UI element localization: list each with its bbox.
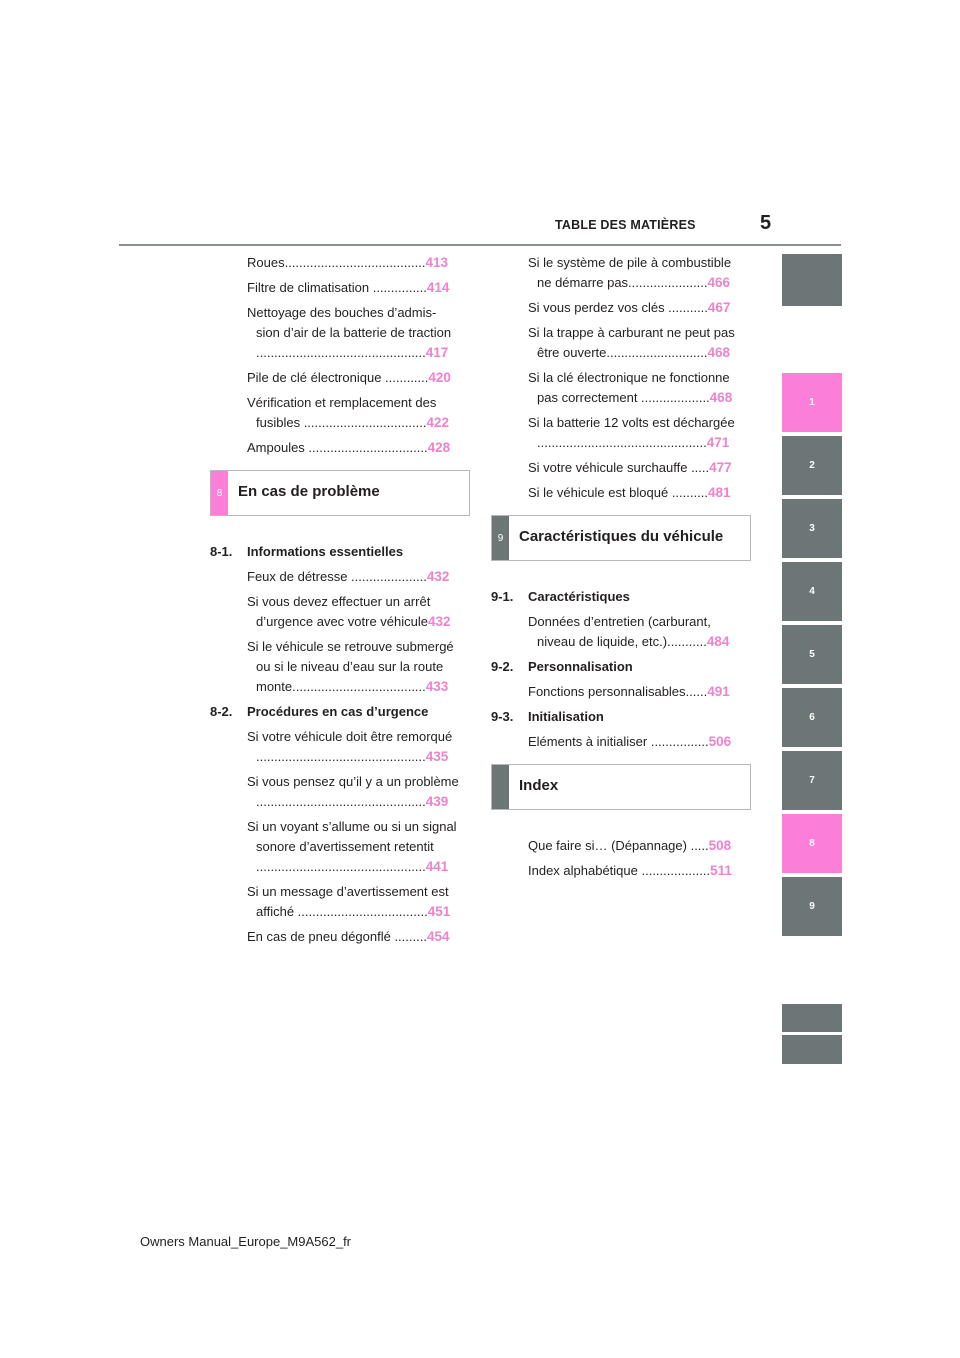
toc-entry[interactable] [210,882,470,922]
toc-entry-text: Nettoyage des bouches d’admis- [247,305,437,320]
toc-entry[interactable] [210,817,470,877]
toc-entry[interactable] [491,458,751,478]
header-title: TABLE DES MATIÈRES [555,218,696,232]
toc-entry-text: Eléments à initialiser ................506 [528,734,732,749]
toc-entry-text: sion d’air de la batterie de traction [256,325,452,340]
toc-entry-text: Si la batterie 12 volts est déchargée [528,415,735,430]
toc-page-number[interactable]: 506 [708,734,732,749]
toc-entry[interactable] [491,368,751,408]
side-tab-1[interactable]: 1 [782,373,842,432]
toc-entry-text: Roues.......................................413 [247,255,448,270]
chapter-title: Caractéristiques du véhicule [519,528,724,545]
toc-entry[interactable] [210,303,470,363]
section-heading[interactable] [210,542,470,562]
header-divider [119,244,841,246]
toc-entry-text: Filtre de climatisation ...............414 [247,280,450,295]
toc-entry-text: Ampoules .................................428 [247,440,451,455]
toc-entry[interactable] [210,927,470,947]
toc-page-number[interactable]: 467 [707,300,731,315]
toc-page-number[interactable]: 511 [710,863,732,878]
toc-entry-text: Si vous perdez vos clés ...........467 [528,300,731,315]
toc-entry-text: ne démarre pas......................466 [537,275,731,290]
toc-page-number[interactable]: 414 [426,280,450,295]
toc-entry-text: niveau de liquide, etc.)...........484 [537,634,730,649]
toc-entry[interactable] [491,612,751,652]
toc-entry[interactable] [210,727,470,767]
left-column [210,253,470,952]
toc-page-number[interactable]: 481 [707,485,731,500]
toc-page-number[interactable]: 432 [426,569,450,584]
toc-page-number[interactable]: 428 [427,440,451,455]
section-number: 9-1. [491,589,514,604]
toc-entry-text: Si la clé électronique ne fonctionne [528,370,730,385]
section-title: Informations essentielles [247,544,404,559]
side-tab-blank[interactable] [782,1035,842,1064]
toc-entry-text: Si le véhicule se retrouve submergé [247,639,454,654]
toc-entry-text: monte.....................................433 [256,679,449,694]
toc-entry-text: Que faire si… (Dépannage) .....508 [528,838,732,853]
section-number: 8-1. [210,544,233,559]
toc-page-number[interactable]: 484 [706,634,730,649]
chapter-tab [492,765,509,809]
toc-entry-text: Si le véhicule est bloqué ..........481 [528,485,731,500]
toc-entry[interactable] [491,732,751,752]
toc-page-number[interactable]: 451 [427,904,451,919]
toc-page-number[interactable]: 420 [428,370,451,385]
toc-entry[interactable] [491,861,751,881]
toc-page-number[interactable]: 435 [425,749,449,764]
toc-page-number[interactable]: 477 [709,460,732,475]
toc-entry-text: Si votre véhicule doit être remorqué [247,729,453,744]
toc-page-number[interactable]: 413 [425,255,448,270]
toc-entry-text: d’urgence avec votre véhicule432 [256,614,451,629]
side-tab-3[interactable]: 3 [782,499,842,558]
toc-entry[interactable] [210,637,470,697]
toc-entry[interactable] [210,278,470,298]
toc-entry-text: En cas de pneu dégonflé .........454 [247,929,450,944]
toc-entry-text: ...............................................471 [537,435,730,450]
side-tab-6[interactable]: 6 [782,688,842,747]
toc-page-number[interactable]: 441 [425,859,449,874]
section-heading[interactable] [491,657,751,677]
chapter-heading[interactable] [210,470,470,516]
chapter-tab: 9 [492,516,509,560]
section-title: Procédures en cas d’urgence [247,704,429,719]
toc-entry-text: Pile de clé électronique ............420 [247,370,451,385]
toc-entry-text: être ouverte............................468 [537,345,731,360]
toc-page-number[interactable]: 491 [707,684,730,699]
section-heading[interactable] [210,702,470,722]
toc-entry[interactable] [491,682,751,702]
chapter-heading[interactable] [491,764,751,810]
toc-page-number[interactable]: 471 [706,435,730,450]
toc-entry[interactable] [210,567,470,587]
toc-page-number[interactable]: 433 [425,679,449,694]
toc-entry-text: Feux de détresse .....................432 [247,569,450,584]
chapter-title: En cas de problème [238,483,380,500]
toc-page-number[interactable]: 417 [425,345,449,360]
toc-page-number[interactable]: 432 [428,614,451,629]
right-column [491,253,751,886]
section-number: 9-3. [491,709,514,724]
toc-page-number[interactable]: 508 [708,838,732,853]
toc-entry-text: Si vous pensez qu’il y a un problème [247,774,459,789]
side-tab-9[interactable]: 9 [782,877,842,936]
toc-entry[interactable] [491,836,751,856]
page-number: 5 [760,212,772,234]
toc-entry-text: Données d’entretien (carburant, [528,614,711,629]
side-tab-7[interactable]: 7 [782,751,842,810]
toc-entry[interactable] [210,438,470,458]
toc-entry-text: Si le système de pile à combustible [528,255,732,270]
toc-entry-text: Si la trappe à carburant ne peut pas [528,325,735,340]
section-title: Personnalisation [528,659,633,674]
section-number: 8-2. [210,704,233,719]
toc-entry[interactable] [210,772,470,812]
side-tab-blank[interactable] [782,1004,842,1032]
toc-entry[interactable] [491,483,751,503]
toc-entry[interactable] [491,323,751,363]
toc-entry-text: Si votre véhicule surchauffe .....477 [528,460,732,475]
toc-entry-text: pas correctement ...................468 [537,390,733,405]
toc-page-number[interactable]: 468 [709,390,733,405]
side-tab-blank[interactable] [782,254,842,306]
footer-text: Owners Manual_Europe_M9A562_fr [140,1234,352,1249]
toc-entry-text: ou si le niveau d’eau sur la route [256,659,444,674]
toc-entry[interactable] [210,253,470,273]
side-tab-2[interactable]: 2 [782,436,842,495]
toc-entry[interactable] [210,368,470,388]
section-heading[interactable] [491,587,751,607]
section-title: Initialisation [528,709,604,724]
side-tab-4[interactable]: 4 [782,562,842,621]
toc-entry[interactable] [210,592,470,632]
toc-entry-text: Si vous devez effectuer un arrêt [247,594,431,609]
toc-entry-text: fusibles ..................................422 [256,415,450,430]
toc-entry-text: affiché ....................................451 [256,904,451,919]
toc-page-number[interactable]: 422 [426,415,450,430]
section-number: 9-2. [491,659,514,674]
toc-entry[interactable] [491,253,751,293]
toc-entry-text: ...............................................441 [256,859,449,874]
toc-entry-text: Fonctions personnalisables......491 [528,684,730,699]
section-heading[interactable] [491,707,751,727]
toc-entry-text: Vérification et remplacement des [247,395,437,410]
toc-entry[interactable] [491,413,751,453]
side-tab-8[interactable]: 8 [782,814,842,873]
toc-page-number[interactable]: 454 [426,929,450,944]
toc-entry[interactable] [491,298,751,318]
toc-page-number[interactable]: 468 [707,345,731,360]
chapter-title: Index [519,777,559,794]
side-tab-5[interactable]: 5 [782,625,842,684]
toc-entry-text: ...............................................417 [256,345,449,360]
chapter-tab: 8 [211,471,228,515]
section-title: Caractéristiques [528,589,630,604]
toc-entry-text: ...............................................439 [256,794,449,809]
toc-page-number[interactable]: 439 [425,794,449,809]
toc-entry-text: ...............................................435 [256,749,449,764]
toc-entry[interactable] [210,393,470,433]
toc-entry-text: Index alphabétique ...................511 [528,863,732,878]
toc-entry-text: sonore d’avertissement retentit [256,839,434,854]
toc-entry-text: Si un message d’avertissement est [247,884,449,899]
chapter-heading[interactable] [491,515,751,561]
toc-entry-text: Si un voyant s’allume ou si un signal [247,819,457,834]
toc-page-number[interactable]: 466 [707,275,731,290]
